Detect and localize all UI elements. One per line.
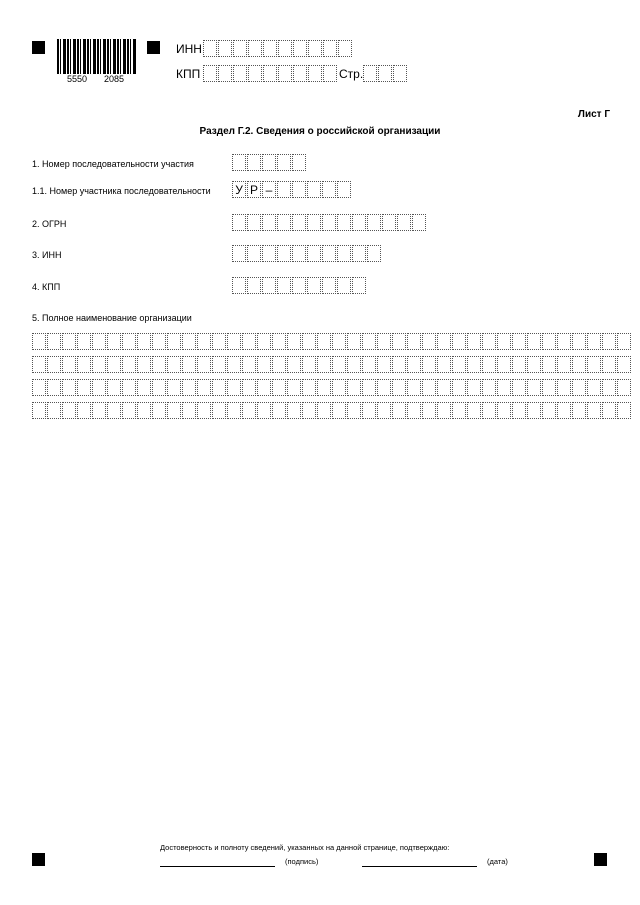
barcode-number-left: 5550 — [67, 74, 88, 84]
participant-number-cells[interactable] — [232, 181, 352, 198]
header-page-cells[interactable] — [363, 65, 408, 82]
full-name-row[interactable] — [32, 333, 632, 350]
header-kpp-label: КПП — [176, 67, 201, 81]
inn-cells[interactable] — [232, 245, 382, 262]
header-inn-cells[interactable] — [203, 40, 353, 57]
corner-marker-top-left — [32, 41, 45, 54]
full-name-row[interactable] — [32, 379, 632, 396]
date-line[interactable] — [362, 866, 477, 867]
section-title: Раздел Г.2. Сведения о российской организации — [199, 126, 441, 137]
date-label: (дата) — [487, 857, 508, 866]
full-name-row[interactable] — [32, 356, 632, 373]
full-name-grid[interactable] — [32, 333, 632, 425]
signature-line[interactable] — [160, 866, 275, 867]
sheet-label: Лист Г — [577, 109, 610, 120]
corner-marker-bottom-right — [594, 853, 607, 866]
kpp-cells[interactable] — [232, 277, 367, 294]
seq-number-label: 1. Номер последовательности участия — [32, 159, 194, 169]
signature-label: (подпись) — [285, 857, 319, 866]
confirm-text: Достоверность и полноту сведений, указанных на данной странице, подтверждаю: — [160, 843, 450, 852]
participant-prefix-u: У — [232, 181, 246, 198]
ogrn-label: 2. ОГРН — [32, 219, 67, 229]
participant-prefix-r: Р — [247, 181, 261, 198]
full-name-label: 5. Полное наименование организации — [32, 313, 192, 323]
header-inn-label: ИНН — [176, 42, 202, 56]
barcode — [57, 39, 137, 74]
header-page-label: Стр. — [339, 67, 364, 81]
seq-number-cells[interactable] — [232, 154, 307, 171]
header-kpp-cells[interactable] — [203, 65, 338, 82]
ogrn-cells[interactable] — [232, 214, 427, 231]
inn-label: 3. ИНН — [32, 250, 62, 260]
participant-prefix-dash: – — [262, 181, 276, 198]
kpp-label: 4. КПП — [32, 282, 61, 292]
barcode-number-right: 2085 — [104, 74, 125, 84]
participant-number-label: 1.1. Номер участника последовательности — [32, 186, 211, 196]
corner-marker-bottom-left — [32, 853, 45, 866]
corner-marker-top-mid — [147, 41, 160, 54]
full-name-row[interactable] — [32, 402, 632, 419]
